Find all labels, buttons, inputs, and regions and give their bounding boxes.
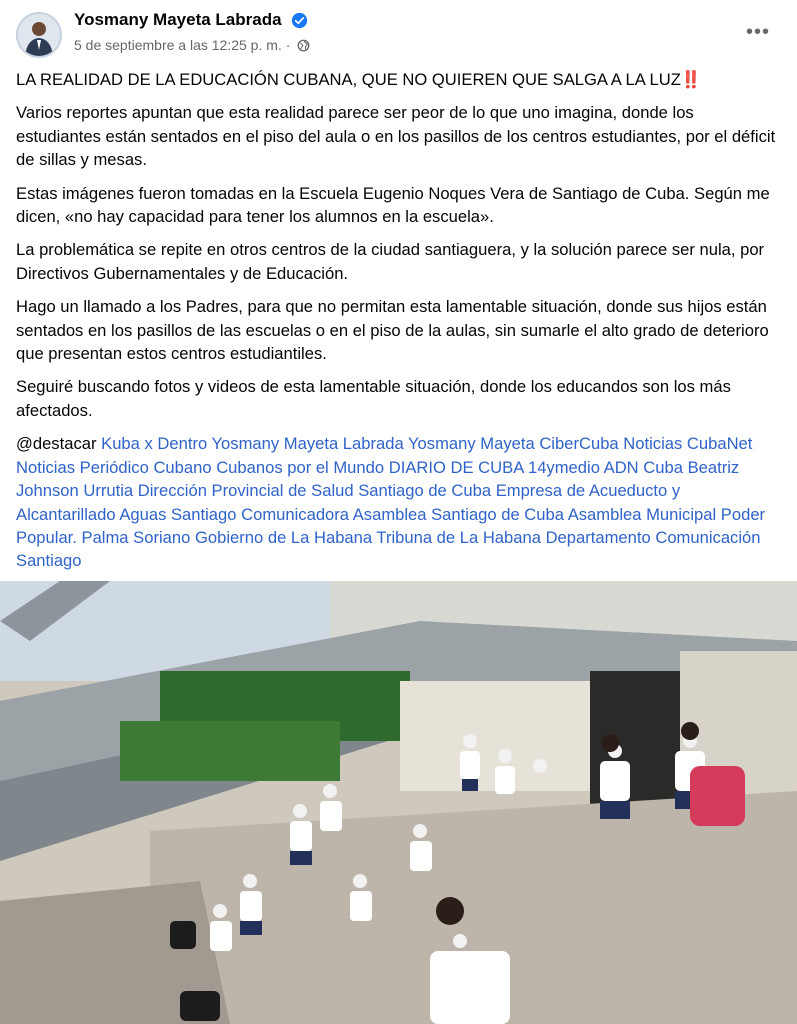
- post-paragraph: Seguiré buscando fotos y videos de esta lamentable situación, donde los educandos son los más afectados.: [16, 377, 731, 420]
- tag-link[interactable]: Yosmany Mayeta: [408, 434, 535, 454]
- tag-link[interactable]: Kuba x Dentro: [101, 434, 208, 454]
- double-exclamation-emoji: ‼️: [680, 70, 702, 89]
- tag-link[interactable]: Empresa de Acueducto y Alcantarillado Aguas Santiago: [16, 481, 681, 524]
- post-body: [16, 66, 776, 583]
- tag-link[interactable]: Asamblea Municipal Poder Popular. Palma Soriano: [16, 504, 766, 547]
- post-paragraph: La problemática se repite en otros centros de la ciudad santiaguera, y la solución parece ser nula, por Directivos Gubernamentales y de Educación.: [16, 240, 765, 283]
- school-hallway-photo: [0, 581, 797, 1024]
- more-options-button[interactable]: •••: [745, 21, 770, 43]
- post-paragraph: Estas imágenes fueron tomadas en la Escuela Eugenio Noques Vera de Santiago de Cuba. Según me dicen, «no hay capacidad para tener los alumnos en la escuela».: [16, 183, 770, 227]
- post-headline: LA REALIDAD DE LA EDUCACIÓN CUBANA, QUE NO QUIEREN QUE SALGA A LA LUZ: [16, 70, 681, 89]
- verified-badge-icon: [291, 12, 308, 29]
- tag-link[interactable]: Beatriz Johnson Urrutia: [16, 457, 740, 501]
- tag-link[interactable]: Departamento Comunicación Santiago: [16, 527, 761, 571]
- tag-link[interactable]: CubaNet Noticias: [16, 434, 753, 477]
- post-photo[interactable]: [0, 581, 797, 1024]
- post-meta: [74, 37, 310, 53]
- post-headline-line: [16, 68, 776, 91]
- tag-link[interactable]: Periódico Cubano: [79, 457, 212, 477]
- tag-link[interactable]: DIARIO DE CUBA: [388, 457, 524, 477]
- tag-link[interactable]: 14ymedio: [527, 457, 600, 477]
- tag-link[interactable]: CiberCuba Noticias: [539, 434, 683, 454]
- meta-separator: ·: [285, 37, 291, 53]
- tag-link[interactable]: Cubanos por el Mundo: [216, 457, 385, 477]
- tag-link[interactable]: Dirección Provincial de Salud Santiago de Cuba: [137, 481, 492, 501]
- tag-link[interactable]: ADN Cuba: [603, 457, 688, 477]
- post-paragraph: Hago un llamado a los Padres, para que no permitan esta lamentable situación, donde sus hijos están sentados en los pasillos de las escuelas o en el piso de la aulas, sin sumarle el alto grado de deterioro que presentan estos centros estudiantiles.: [16, 297, 769, 364]
- post-paragraph: Varios reportes apuntan que esta realidad parece ser peor de lo que uno imagina, donde los estudiantes están sentados en el piso del aula o en los pasillos de los centros estudiantes, por el déficit de sillas y mesas.: [16, 103, 776, 170]
- globe-icon: [297, 39, 310, 52]
- tag-list: [16, 434, 765, 570]
- author-name[interactable]: Yosmany Mayeta Labrada: [74, 10, 282, 29]
- post-header: [0, 0, 797, 66]
- author-avatar[interactable]: [16, 12, 62, 58]
- tag-link[interactable]: Yosmany Mayeta Labrada: [211, 434, 404, 454]
- post-timestamp[interactable]: 5 de septiembre a las 12:25 p. m.: [74, 37, 282, 53]
- post-tags: [16, 432, 776, 572]
- tag-link[interactable]: Gobierno de La Habana: [194, 527, 373, 547]
- mention-prefix: @destacar: [16, 434, 97, 454]
- tag-link[interactable]: Tribuna de La Habana: [376, 527, 541, 547]
- tag-link[interactable]: Comunicadora Asamblea Santiago de Cuba: [241, 504, 564, 524]
